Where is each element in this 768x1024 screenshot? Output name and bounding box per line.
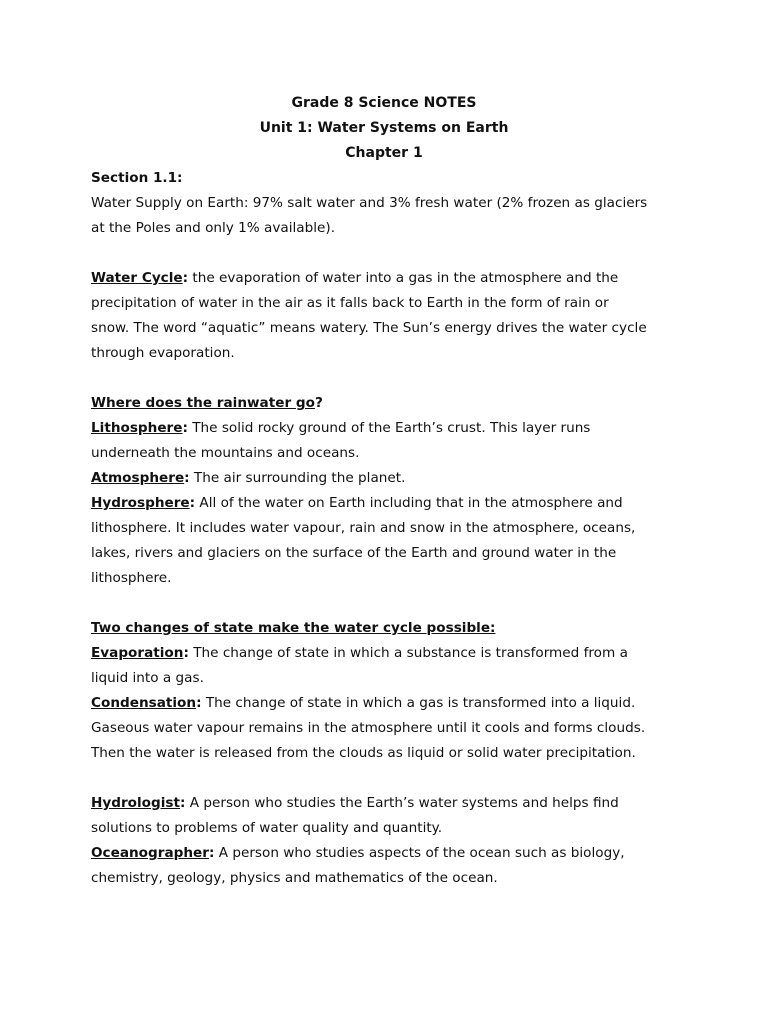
evaporation-definition: The change of state in which a substance is transformed from a bbox=[188, 645, 628, 661]
oceanographer-definition: A person who studies aspects of the ocean such as biology, bbox=[214, 845, 625, 861]
oceanographer-term: Oceanographer bbox=[91, 845, 209, 861]
hydrosphere-line-1 bbox=[91, 491, 691, 516]
water-supply-label: Water Supply on Earth: bbox=[91, 195, 249, 211]
oceanographer-line-2: chemistry, geology, physics and mathematics of the ocean. bbox=[91, 870, 498, 886]
term-colon: : bbox=[208, 845, 215, 861]
term-colon: : bbox=[196, 695, 202, 711]
evaporation-term: Evaporation bbox=[91, 645, 184, 661]
notes-body bbox=[91, 166, 691, 891]
water-cycle-line-2: precipitation of water in the air as it falls back to Earth in the form of rain or bbox=[91, 295, 609, 311]
hydrosphere-line-2: lithosphere. It includes water vapour, rain and snow in the atmosphere, oceans, bbox=[91, 520, 636, 536]
water-supply-line-1 bbox=[91, 191, 691, 216]
hydrologist-term: Hydrologist bbox=[91, 795, 180, 811]
paragraph-gap bbox=[91, 591, 691, 616]
paragraph-gap bbox=[91, 366, 691, 391]
water-cycle-line-4: through evaporation. bbox=[91, 345, 235, 361]
hydrosphere-definition: All of the water on Earth including that in the atmosphere and bbox=[195, 495, 623, 511]
paragraph-gap bbox=[91, 766, 691, 791]
hydrologist-line-1 bbox=[91, 791, 691, 816]
condensation-line-3: Then the water is released from the clouds as liquid or solid water precipitation. bbox=[91, 745, 636, 761]
evaporation-line-2: liquid into a gas. bbox=[91, 670, 204, 686]
condensation-line-2: Gaseous water vapour remains in the atmosphere until it cools and forms clouds. bbox=[91, 720, 646, 736]
evaporation-line-1 bbox=[91, 641, 691, 666]
rainwater-question-mark: ? bbox=[314, 395, 323, 411]
term-colon: : bbox=[182, 420, 188, 436]
lithosphere-term: Lithosphere bbox=[91, 420, 183, 436]
hydrologist-line-2: solutions to problems of water quality and quantity. bbox=[91, 820, 443, 836]
changes-of-state-heading: Two changes of state make the water cycle possible: bbox=[91, 620, 496, 636]
water-cycle-line-1 bbox=[91, 266, 691, 291]
water-cycle-line-3: snow. The word “aquatic” means watery. The Sun’s energy drives the water cycle bbox=[91, 320, 647, 336]
atmosphere-line-1 bbox=[91, 466, 691, 491]
doc-unit-title: Unit 1: Water Systems on Earth bbox=[259, 120, 509, 136]
condensation-definition: The change of state in which a gas is transformed into a liquid. bbox=[201, 695, 636, 711]
hydrosphere-line-4: lithosphere. bbox=[91, 570, 172, 586]
term-colon: : bbox=[184, 470, 190, 486]
rainwater-question-text: Where does the rainwater go bbox=[91, 395, 315, 411]
paragraph-gap bbox=[91, 241, 691, 266]
condensation-term: Condensation bbox=[91, 695, 197, 711]
water-supply-line-2: at the Poles and only 1% available). bbox=[91, 220, 336, 236]
water-cycle-term: Water Cycle bbox=[91, 270, 183, 286]
lithosphere-line-1 bbox=[91, 416, 691, 441]
section-heading: Section 1.1: bbox=[91, 170, 183, 186]
rainwater-question bbox=[91, 391, 691, 416]
lithosphere-definition: The solid rocky ground of the Earth’s crust. This layer runs bbox=[187, 420, 591, 436]
oceanographer-line-1 bbox=[91, 841, 691, 866]
water-cycle-definition: the evaporation of water into a gas in the atmosphere and the bbox=[188, 270, 619, 286]
atmosphere-definition: The air surrounding the planet. bbox=[189, 470, 406, 486]
term-colon: : bbox=[189, 495, 196, 511]
term-colon: : bbox=[180, 795, 186, 811]
condensation-line-1 bbox=[91, 691, 691, 716]
term-colon: : bbox=[182, 270, 189, 286]
hydrologist-definition: A person who studies the Earth’s water systems and helps find bbox=[185, 795, 619, 811]
hydrosphere-term: Hydrosphere bbox=[91, 495, 190, 511]
term-colon: : bbox=[183, 645, 189, 661]
doc-chapter-title: Chapter 1 bbox=[345, 145, 423, 161]
atmosphere-term: Atmosphere bbox=[91, 470, 185, 486]
lithosphere-line-2: underneath the mountains and oceans. bbox=[91, 445, 360, 461]
hydrosphere-line-3: lakes, rivers and glaciers on the surface of the Earth and ground water in the bbox=[91, 545, 617, 561]
water-supply-text: 97% salt water and 3% fresh water (2% frozen as glaciers bbox=[248, 195, 648, 211]
doc-title: Grade 8 Science NOTES bbox=[291, 95, 477, 111]
